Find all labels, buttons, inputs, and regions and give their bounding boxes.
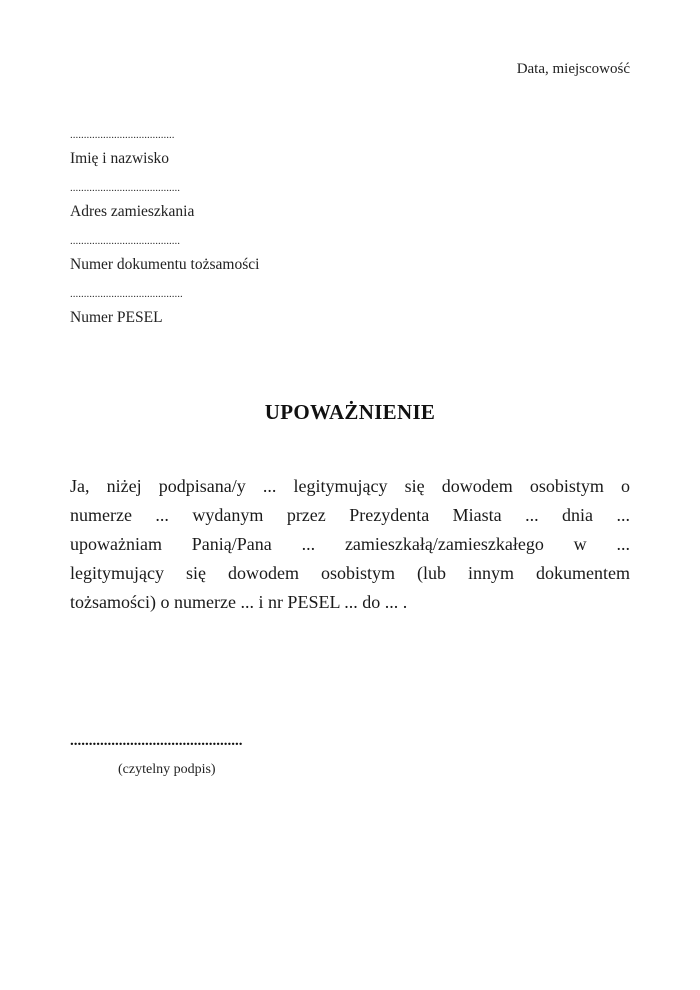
authorization-body bbox=[70, 472, 630, 617]
field-label-name: Imię i nazwisko bbox=[70, 150, 170, 167]
signature-caption: (czytelny podpis) bbox=[118, 762, 216, 777]
date-place-label: Data, miejscowość bbox=[516, 61, 630, 77]
document-title: UPOWAŻNIENIE bbox=[264, 400, 436, 424]
body-line: tożsamości) o numerze ... i nr PESEL ... do ... . bbox=[70, 592, 408, 612]
field-pesel bbox=[70, 287, 390, 340]
body-line: legitymujący się dowodem osobistym (lub innym dokumentem bbox=[70, 563, 630, 583]
dotted-line: ......................................... bbox=[70, 288, 183, 300]
body-line: upoważniam Panią/Pana ... zamieszkałą/zamieszkałego w ... bbox=[70, 534, 630, 554]
dotted-line: ...................................... bbox=[70, 129, 175, 141]
field-label-address: Adres zamieszkania bbox=[70, 203, 195, 220]
field-name bbox=[70, 128, 390, 181]
personal-data-fields bbox=[70, 128, 390, 340]
body-line: Ja, niżej podpisana/y ... legitymujący się dowodem osobistym o bbox=[70, 476, 630, 496]
dotted-line: ........................................ bbox=[70, 235, 180, 247]
dotted-line: ........................................ bbox=[70, 182, 180, 194]
body-line: numerze ... wydanym przez Prezydenta Miasta ... dnia ... bbox=[70, 505, 630, 525]
field-id-document bbox=[70, 234, 390, 287]
field-label-pesel: Numer PESEL bbox=[70, 309, 163, 326]
field-address bbox=[70, 181, 390, 234]
signature-line: .............................................. bbox=[70, 733, 243, 749]
field-label-id-document: Numer dokumentu tożsamości bbox=[70, 256, 260, 273]
